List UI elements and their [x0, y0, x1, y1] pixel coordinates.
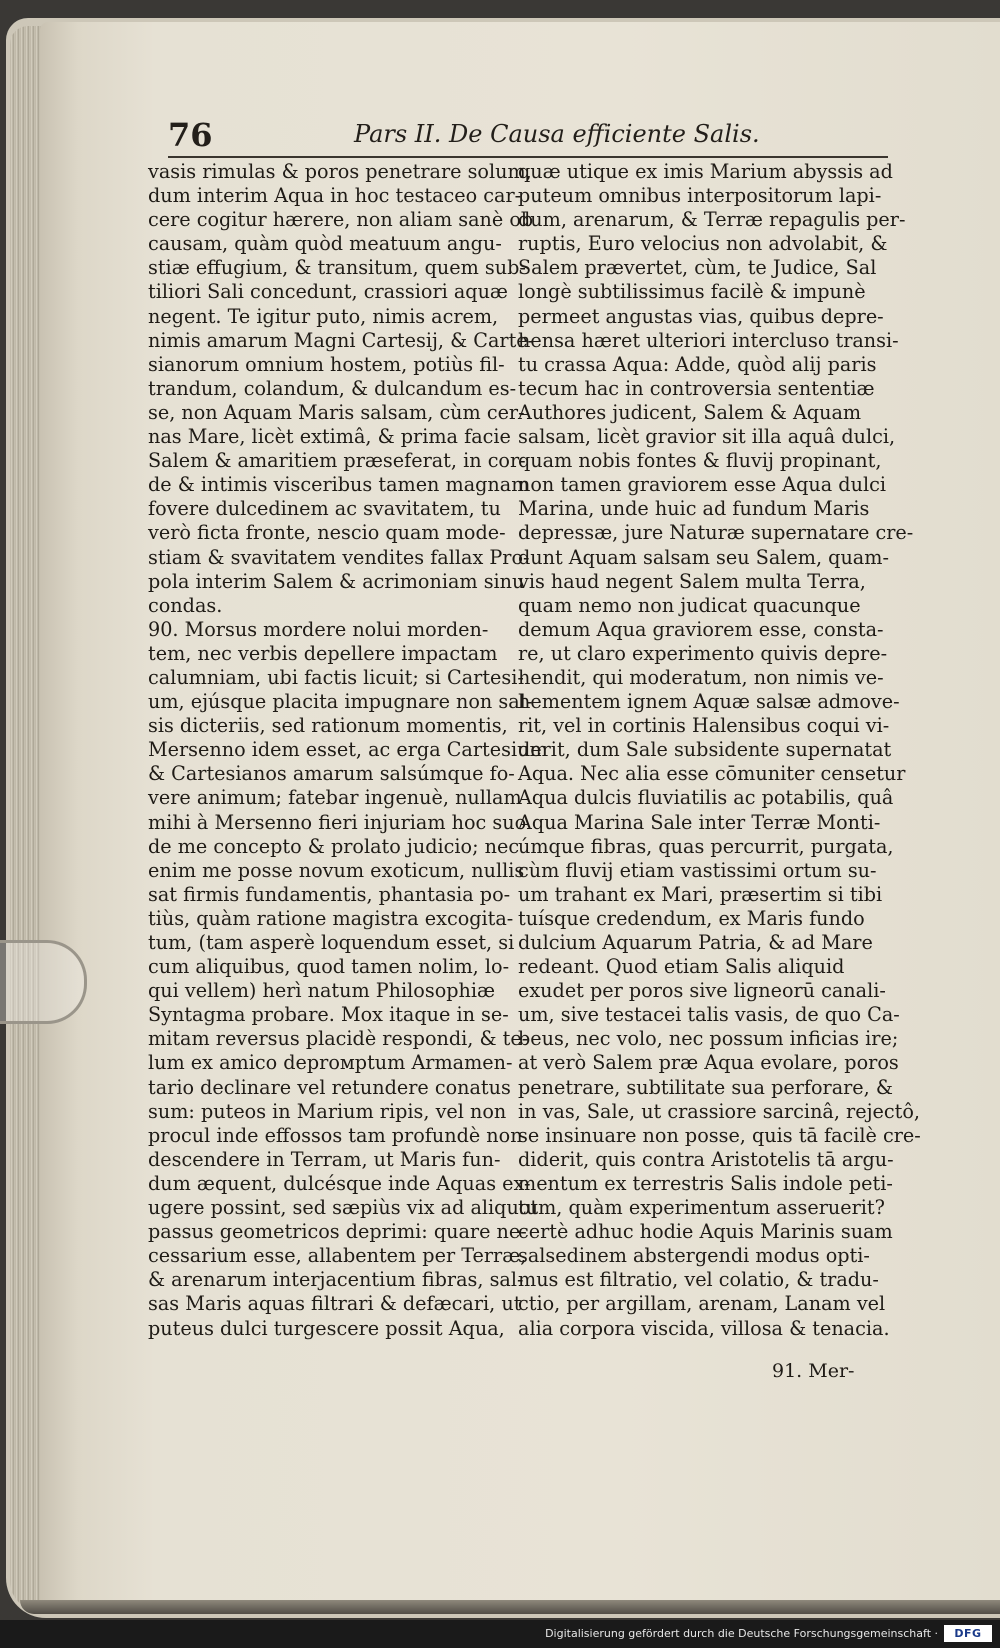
text-line: cùm fluvij etiam vastissimi ortum su- — [518, 858, 877, 882]
text-line: hementem ignem Aquæ salsæ admove- — [518, 690, 900, 714]
text-line: trandum, colandum, & dulcandum es- — [148, 376, 517, 400]
text-line: tum, (tam asperè loquendum esset, si — [148, 931, 515, 954]
text-line: mentum ex terrestris Salis indole peti- — [518, 1171, 893, 1195]
text-line: lum ex amico deprомptum Armamen- — [148, 1051, 513, 1075]
text-line: descendere in Terram, ut Maris fun- — [148, 1147, 501, 1171]
text-line: stiam & svavitatem vendites fallax Pro- — [148, 545, 530, 569]
text-line: redeant. Quod etiam Salis aliquid — [518, 955, 845, 979]
text-line: quam nemo non judicat quacunque — [518, 593, 861, 617]
text-line: longè subtilissimus facilè & impunè — [518, 280, 866, 304]
text-line: & arenarum interjacentium fibras, sal- — [148, 1268, 524, 1292]
footer-bar — [0, 1620, 1000, 1648]
text-line: passus geometricos deprimi: quare ne- — [148, 1220, 527, 1244]
text-line: cere cogitur hærere, non aliam sanè ob — [148, 208, 534, 232]
text-line: tiliori Sali concedunt, crassiori aquæ — [148, 280, 508, 304]
text-line: tu crassa Aqua: Adde, quòd alij paris — [518, 352, 877, 376]
text-line: ctio, per argillam, arenam, Lanam vel — [518, 1292, 886, 1316]
text-line: tario declinare vel retundere conatus — [148, 1075, 511, 1099]
text-line: Aqua. Nec alia esse cōmuniter censetur — [518, 762, 906, 786]
text-line: vis haud negent Salem multa Terra, — [518, 569, 866, 593]
text-line: enim me posse novum exoticum, nullis — [148, 858, 525, 882]
text-line: sis dicteriis, sed rationum momentis, — [148, 714, 508, 738]
text-line: nas Mare, licèt extimâ, & prima facie — [148, 425, 511, 449]
text-line: salsedinem abstergendi modus opti- — [518, 1244, 870, 1268]
text-line: nimis amarum Magni Cartesij, & Carte- — [148, 328, 535, 352]
text-line: Marina, unde huic ad fundum Maris — [518, 497, 870, 521]
text-line: procul inde effossos tam profundè non — [148, 1123, 523, 1147]
text-line: verò ficta fronte, nescio quam mode- — [148, 521, 506, 545]
text-line: dum interim Aqua in hoc testaceo car- — [148, 184, 522, 208]
text-line: Salem & amaritiem præseferat, in cor- — [148, 449, 526, 473]
left-text-column — [148, 160, 548, 1341]
text-line: demum Aqua graviorem esse, consta- — [518, 617, 884, 641]
running-title: Pars II. De Causa efficiente Salis. — [354, 120, 760, 148]
text-line: úmque fibras, quas percurrit, purgata, — [518, 834, 894, 858]
text-line: derit, dum Sale subsidente supernatat — [518, 738, 892, 762]
text-line: ruptis, Euro velocius non advolabit, & — [518, 232, 888, 256]
text-line: penetrare, subtilitate sua perforare, & — [518, 1075, 893, 1099]
text-line: 90. Morsus mordere nolui morden- — [148, 617, 489, 641]
text-line: de & intimis visceribus tamen magnam — [148, 473, 530, 497]
text-line: depressæ, jure Naturæ supernatare cre- — [518, 521, 914, 545]
text-line: Salem prævertet, cùm, te Judice, Sal — [518, 256, 877, 280]
text-line: Authores judicent, Salem & Aquam — [518, 400, 862, 424]
text-line: ugere possint, sed sæpiùs vix ad aliquot — [148, 1196, 539, 1220]
text-line: Syntagma probare. Mox itaque in se- — [148, 1003, 509, 1027]
text-line: alia corpora viscida, villosa & tenacia. — [518, 1316, 890, 1340]
text-line: um, sive testacei talis vasis, de quo Ca- — [518, 1003, 900, 1027]
catchword: 91. Mer- — [772, 1360, 855, 1382]
page-edges — [10, 26, 44, 1611]
right-text-column — [518, 160, 921, 1341]
text-line: se, non Aquam Maris salsam, cùm cer- — [148, 400, 525, 424]
dfg-logo: DFG — [944, 1625, 992, 1642]
text-line: causam, quàm quòd meatuum angu- — [148, 232, 502, 256]
text-line: sat firmis fundamentis, phantasia po- — [148, 882, 511, 906]
text-line: salsam, licèt gravior sit illa aquâ dulci, — [518, 425, 896, 449]
text-line: sum: puteos in Marium ripis, vel non — [148, 1099, 507, 1123]
text-line: puteus dulci turgescere possit Aqua, — [148, 1316, 505, 1340]
text-line: stiæ effugium, & transitum, quem sub- — [148, 256, 526, 280]
text-line: hendit, qui moderatum, non nimis ve- — [518, 665, 884, 689]
text-line: diderit, quis contra Aristotelis tā argu- — [518, 1147, 894, 1171]
text-line: mihi à Mersenno fieri injuriam hoc suo — [148, 810, 527, 834]
text-line: & Cartesianos amarum salsúmque fo- — [148, 762, 515, 786]
text-line: sas Maris aquas filtrari & defæcari, ut — [148, 1292, 522, 1316]
text-line: se insinuare non posse, quis tā facilè cre- — [518, 1123, 921, 1147]
text-line: fovere dulcedinem ac svavitatem, tu — [148, 497, 501, 521]
text-line: rit, vel in cortinis Halensibus coqui vi- — [518, 714, 890, 738]
text-line: tem, nec verbis depellere impactam — [148, 641, 498, 665]
text-line: re, ut claro experimento quivis depre- — [518, 641, 888, 665]
text-line: dum æquent, dulcésque inde Aquas ex- — [148, 1171, 531, 1195]
text-line: calumniam, ubi factis licuit; si Cartesi- — [148, 665, 524, 689]
text-line: quæ utique ex imis Marium abyssis ad — [518, 160, 893, 183]
text-line: um trahant ex Mari, præsertim si tibi — [518, 882, 883, 906]
footer-credit: Digitalisierung gefördert durch die Deutsche Forschungsgemeinschaft · — [545, 1627, 938, 1640]
text-line: de me concepto & prolato judicio; nec — [148, 834, 520, 858]
text-line: dunt Aquam salsam seu Salem, quam- — [518, 545, 889, 569]
text-line: tuísque credendum, ex Maris fundo — [518, 906, 865, 930]
text-line: puteum omnibus interpositorum lapi- — [518, 184, 882, 208]
text-line: quam nobis fontes & fluvij propinant, — [518, 449, 882, 473]
text-line: Aqua Marina Sale inter Terræ Monti- — [518, 810, 881, 834]
text-line: tiùs, quàm ratione magistra excogita- — [148, 906, 514, 930]
page-number: 76 — [168, 116, 213, 154]
text-line: pola interim Salem & acrimoniam sinu — [148, 569, 525, 593]
text-line: at verò Salem præ Aqua evolare, poros — [518, 1051, 899, 1075]
text-line: permeet angustas vias, quibus depre- — [518, 304, 884, 328]
text-line: sianorum omnium hostem, potiùs fil- — [148, 352, 505, 376]
text-line: vere animum; fatebar ingenuè, nullam — [148, 786, 522, 810]
text-line: mitam reversus placidè respondi, & te- — [148, 1027, 529, 1051]
text-line: cessarium esse, allabentem per Terræ, — [148, 1244, 527, 1268]
text-line: dulcium Aquarum Patria, & ad Mare — [518, 931, 873, 954]
text-line: Aqua dulcis fluviatilis ac potabilis, quâ — [518, 786, 894, 810]
text-line: non tamen graviorem esse Aqua dulci — [518, 473, 886, 497]
text-line: certè adhuc hodie Aquis Marinis suam — [518, 1220, 893, 1244]
text-line: mus est filtratio, vel colatio, & tradu- — [518, 1268, 879, 1292]
text-line: negent. Te igitur puto, nimis acrem, — [148, 304, 499, 328]
text-line: Mersenno idem esset, ac erga Cartesium — [148, 738, 548, 762]
text-line: hensa hæret ulteriori intercluso transi- — [518, 328, 899, 352]
text-line: tecum hac in controversia sententiæ — [518, 376, 875, 400]
text-line: qui vellem) herì natum Philosophiæ — [148, 979, 496, 1003]
text-line: exudet per poros sive ligneorū canali- — [518, 979, 886, 1003]
text-line: in vas, Sale, ut crassiore sarcinâ, rejectô, — [518, 1099, 921, 1123]
text-line: beus, nec volo, nec possum inficias ire; — [518, 1027, 899, 1051]
text-line: condas. — [148, 593, 223, 617]
text-line: um, ejúsque placita impugnare non sal- — [148, 690, 533, 714]
page-header — [168, 116, 888, 158]
text-line: tum, quàm experimentum asseruerit? — [518, 1196, 885, 1220]
text-line: cum aliquibus, quod tamen nolim, lo- — [148, 955, 510, 979]
text-line: vasis rimulas & poros penetrare solum, — [148, 160, 532, 183]
text-line: dum, arenarum, & Terræ repagulis per- — [518, 208, 906, 232]
page-clip — [0, 940, 87, 1024]
page-bottom-shadow — [20, 1600, 1000, 1614]
